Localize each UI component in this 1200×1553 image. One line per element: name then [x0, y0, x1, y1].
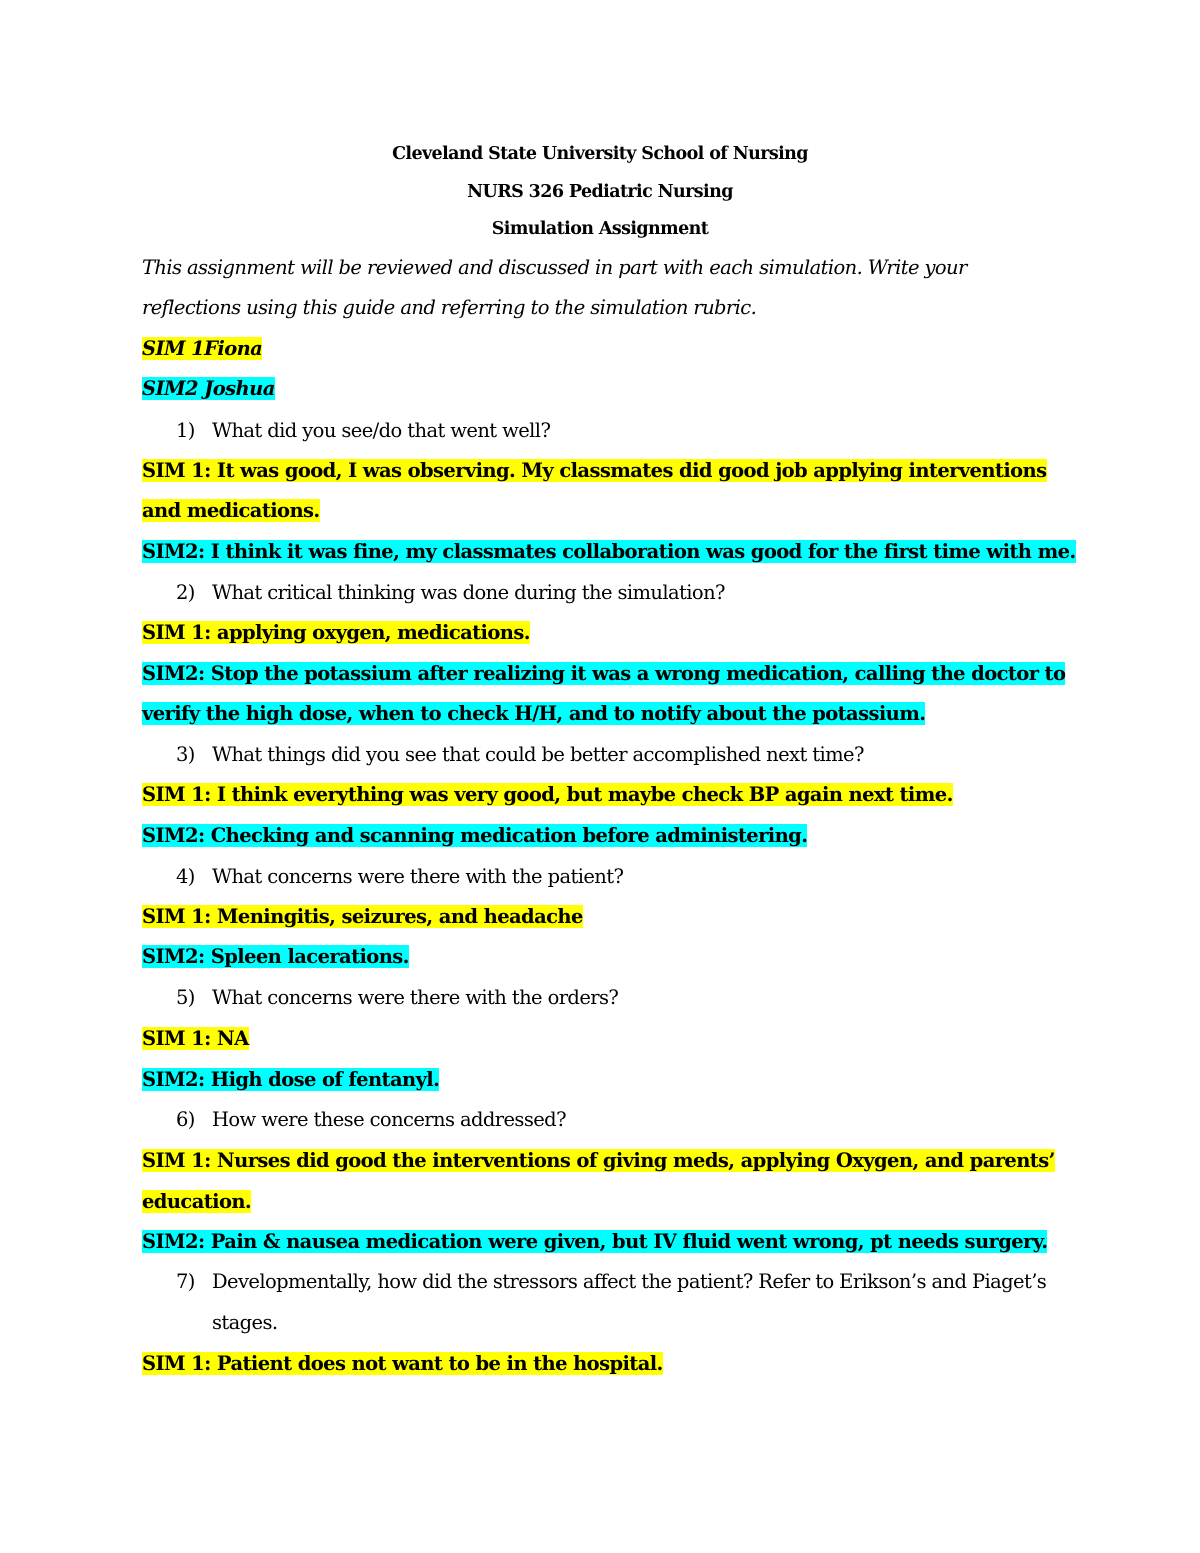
question-7	[176, 1269, 1046, 1295]
assignment-title: Simulation Assignment	[491, 219, 709, 239]
intro-text-line-1: This assignment will be reviewed and discussed in part with each simulation. Write your	[142, 256, 967, 279]
question-4	[176, 864, 623, 890]
q3-sim2-answer: SIM2: Checking and scanning medication before administering.	[142, 824, 808, 847]
q2-sim1-answer: SIM 1: applying oxygen, medications.	[142, 621, 530, 644]
school-title: Cleveland State University School of Nursing	[392, 144, 808, 164]
question-number: 2)	[176, 581, 195, 604]
question-text: Developmentally, how did the stressors affect the patient? Refer to Erikson’s and Piaget’s	[212, 1270, 1047, 1293]
q6-sim2-answer: SIM2: Pain & nausea medication were given, but IV fluid went wrong, pt needs surgery.	[142, 1230, 1048, 1253]
q4-sim2-answer: SIM2: Spleen lacerations.	[142, 945, 409, 968]
question-number: 4)	[176, 865, 195, 888]
question-number: 3)	[176, 743, 195, 766]
q5-sim2-answer: SIM2: High dose of fentanyl.	[142, 1068, 440, 1091]
question-text: How were these concerns addressed?	[212, 1108, 566, 1131]
question-number: 6)	[176, 1108, 195, 1131]
q2-sim2-answer-line-1: SIM2: Stop the potassium after realizing it was a wrong medication, calling the doctor to	[142, 662, 1066, 685]
question-number: 7)	[176, 1270, 195, 1293]
q5-sim1-answer: SIM 1: NA	[142, 1027, 249, 1050]
question-3	[176, 742, 864, 768]
question-6	[176, 1107, 566, 1133]
question-text: What concerns were there with the orders?	[212, 986, 619, 1009]
course-title: NURS 326 Pediatric Nursing	[467, 182, 733, 202]
question-number: 1)	[176, 419, 195, 442]
question-text: What critical thinking was done during the simulation?	[212, 581, 725, 604]
question-7-continued: stages.	[212, 1311, 278, 1334]
question-text: What concerns were there with the patient?	[212, 865, 624, 888]
q1-sim1-answer-line-1: SIM 1: It was good, I was observing. My classmates did good job applying interventions	[142, 459, 1047, 482]
question-1	[176, 418, 550, 444]
q1-sim2-answer: SIM2: I think it was fine, my classmates collaboration was good for the first time with me.	[142, 540, 1076, 563]
intro-text-line-2: reflections using this guide and referring to the simulation rubric.	[142, 296, 757, 319]
q2-sim2-answer-line-2: verify the high dose, when to check H/H, and to notify about the potassium.	[142, 702, 926, 725]
question-number: 5)	[176, 986, 195, 1009]
question-5	[176, 985, 618, 1011]
sim2-label: SIM2 Joshua	[142, 377, 275, 400]
sim1-label: SIM 1Fiona	[142, 337, 263, 360]
q4-sim1-answer: SIM 1: Meningitis, seizures, and headache	[142, 905, 583, 928]
q6-sim1-answer-line-2: education.	[142, 1190, 252, 1213]
question-text: What did you see/do that went well?	[212, 419, 551, 442]
q6-sim1-answer-line-1: SIM 1: Nurses did good the interventions of giving meds, applying Oxygen, and parents’	[142, 1149, 1055, 1172]
q3-sim1-answer: SIM 1: I think everything was very good, but maybe check BP again next time.	[142, 783, 953, 806]
question-2	[176, 580, 725, 606]
q7-sim1-answer: SIM 1: Patient does not want to be in the hospital.	[142, 1352, 663, 1375]
q1-sim1-answer-line-2: and medications.	[142, 499, 320, 522]
question-text: What things did you see that could be better accomplished next time?	[212, 743, 864, 766]
